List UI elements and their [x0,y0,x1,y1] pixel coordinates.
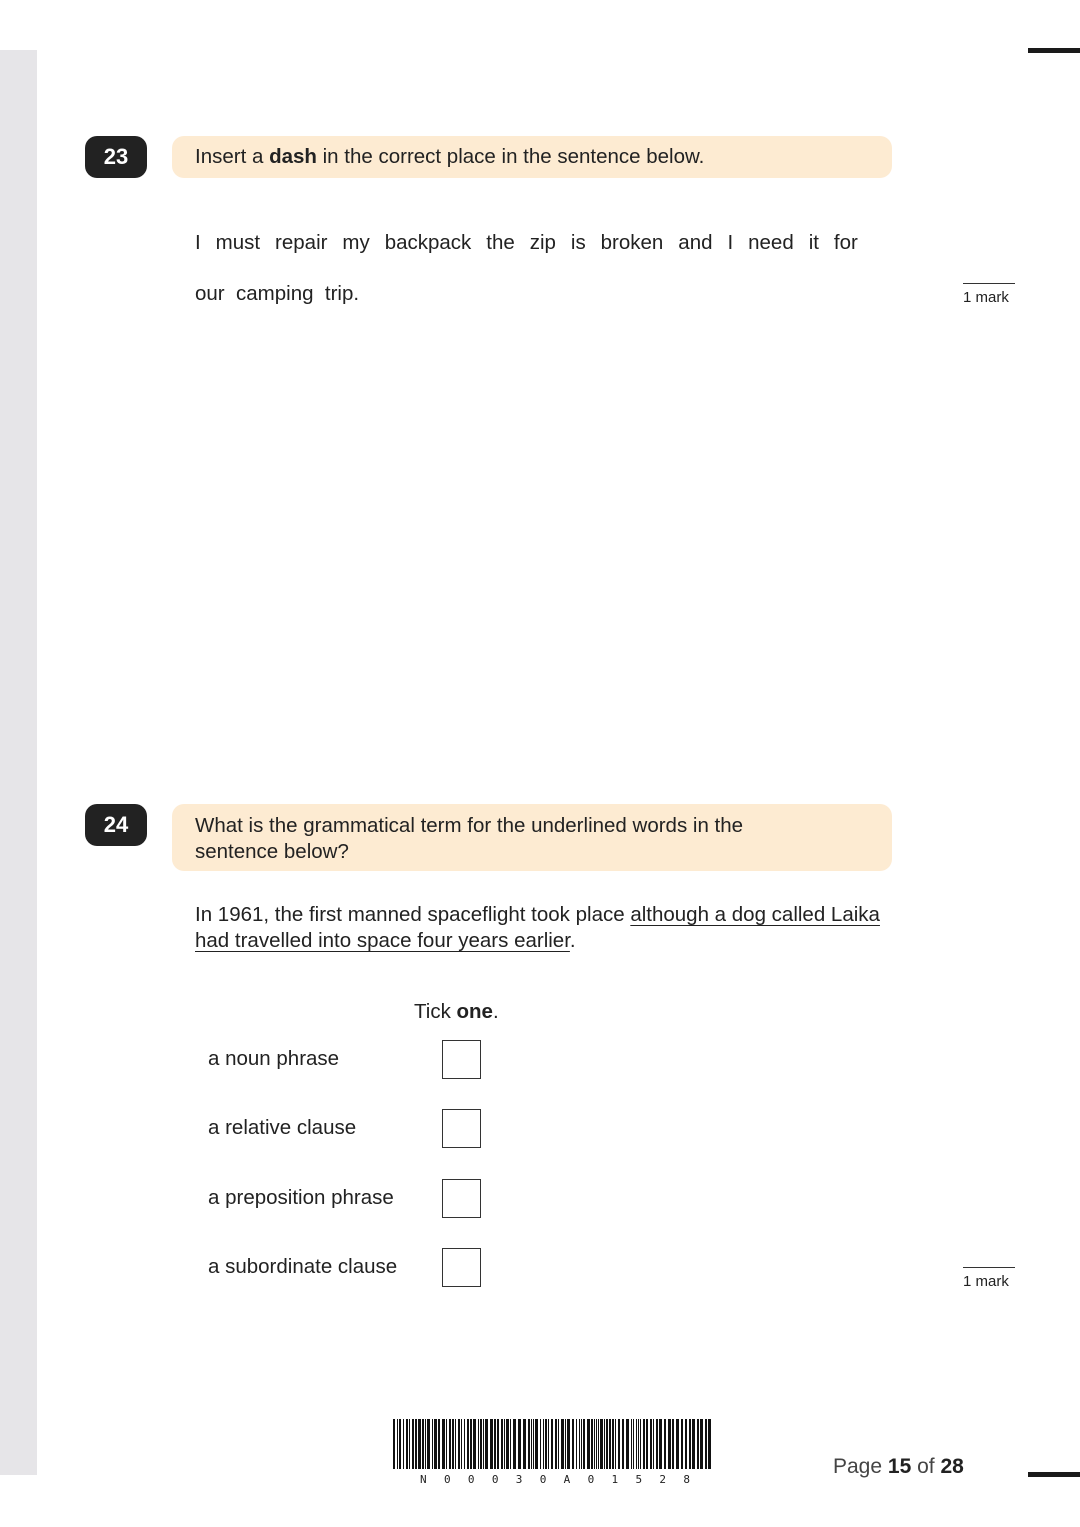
page-label: Page [833,1455,888,1478]
tick-instruction-text: Tick [414,1000,457,1023]
question-23-sentence-line-1 [195,231,858,255]
left-margin-strip [0,50,37,1475]
tickbox-preposition-phrase[interactable] [442,1179,481,1218]
sentence-word: backpack [384,231,472,254]
sentence-word: repair [275,231,328,254]
sentence-word: must [215,231,261,254]
barcode-digit: 0 [491,1473,499,1486]
barcode-digit: 5 [635,1473,643,1486]
question-23-instruction [172,136,892,178]
option-label-noun-phrase: a noun phrase [208,1047,340,1070]
underlined-words: although a dog called Laika had travelled into space four years earlier [195,903,880,952]
sentence-plain-text: In 1961, the first manned spaceflight took place [195,903,631,926]
barcode-number [420,1473,690,1486]
instruction-text: in the correct place in the sentence below. [316,145,705,168]
sentence-word: broken [600,231,664,254]
tick-instruction-bold: one [456,1000,493,1023]
instruction-text: Insert a [195,145,270,168]
page-total: 28 [940,1455,964,1478]
barcode-digit: 0 [467,1473,475,1486]
question-24-sentence [195,902,895,954]
top-edge-mark [1028,48,1080,53]
question-23-sentence-line-2: our camping trip. [195,282,360,305]
bottom-edge-mark [1028,1472,1080,1477]
page-of: of [911,1455,941,1478]
sentence-word: and [678,231,713,254]
option-label-preposition-phrase: a preposition phrase [208,1186,394,1209]
question-23-number: 23 [85,136,147,178]
sentence-end: . [569,929,576,952]
page-number [833,1455,964,1479]
sentence-word: I [195,231,201,254]
tick-instruction [414,1000,499,1024]
barcode-digit: 1 [611,1473,619,1486]
sentence-word: need [748,231,794,254]
tick-instruction-end: . [492,1000,499,1023]
sentence-word: is [570,231,586,254]
barcode-digit: 0 [539,1473,547,1486]
sentence-word: my [342,231,370,254]
barcode-digit: 8 [683,1473,690,1486]
page-current: 15 [887,1455,912,1478]
barcode-digit: N [420,1473,427,1486]
instruction-bold: dash [269,145,317,168]
barcode-digit: 3 [515,1473,523,1486]
tickbox-subordinate-clause[interactable] [442,1248,481,1287]
barcode-image [393,1419,713,1477]
sentence-word: the [486,231,515,254]
barcode-digit: 0 [443,1473,451,1486]
question-24-mark: 1 mark [963,1267,1015,1290]
question-23-mark: 1 mark [963,283,1015,306]
tickbox-relative-clause[interactable] [442,1109,481,1148]
sentence-word: zip [529,231,556,254]
sentence-word: it [808,231,819,254]
barcode-digit: 2 [659,1473,666,1486]
option-label-subordinate-clause: a subordinate clause [208,1255,398,1278]
sentence-word: for [833,231,858,254]
question-24-instruction: What is the grammatical term for the underlined words in the sentence below? [172,804,892,871]
sentence-word: I [727,231,734,254]
question-24-number: 24 [85,804,147,846]
barcode-digit: A [563,1473,571,1486]
tickbox-noun-phrase[interactable] [442,1040,481,1079]
option-label-relative-clause: a relative clause [208,1116,357,1139]
barcode-digit: 0 [587,1473,595,1486]
